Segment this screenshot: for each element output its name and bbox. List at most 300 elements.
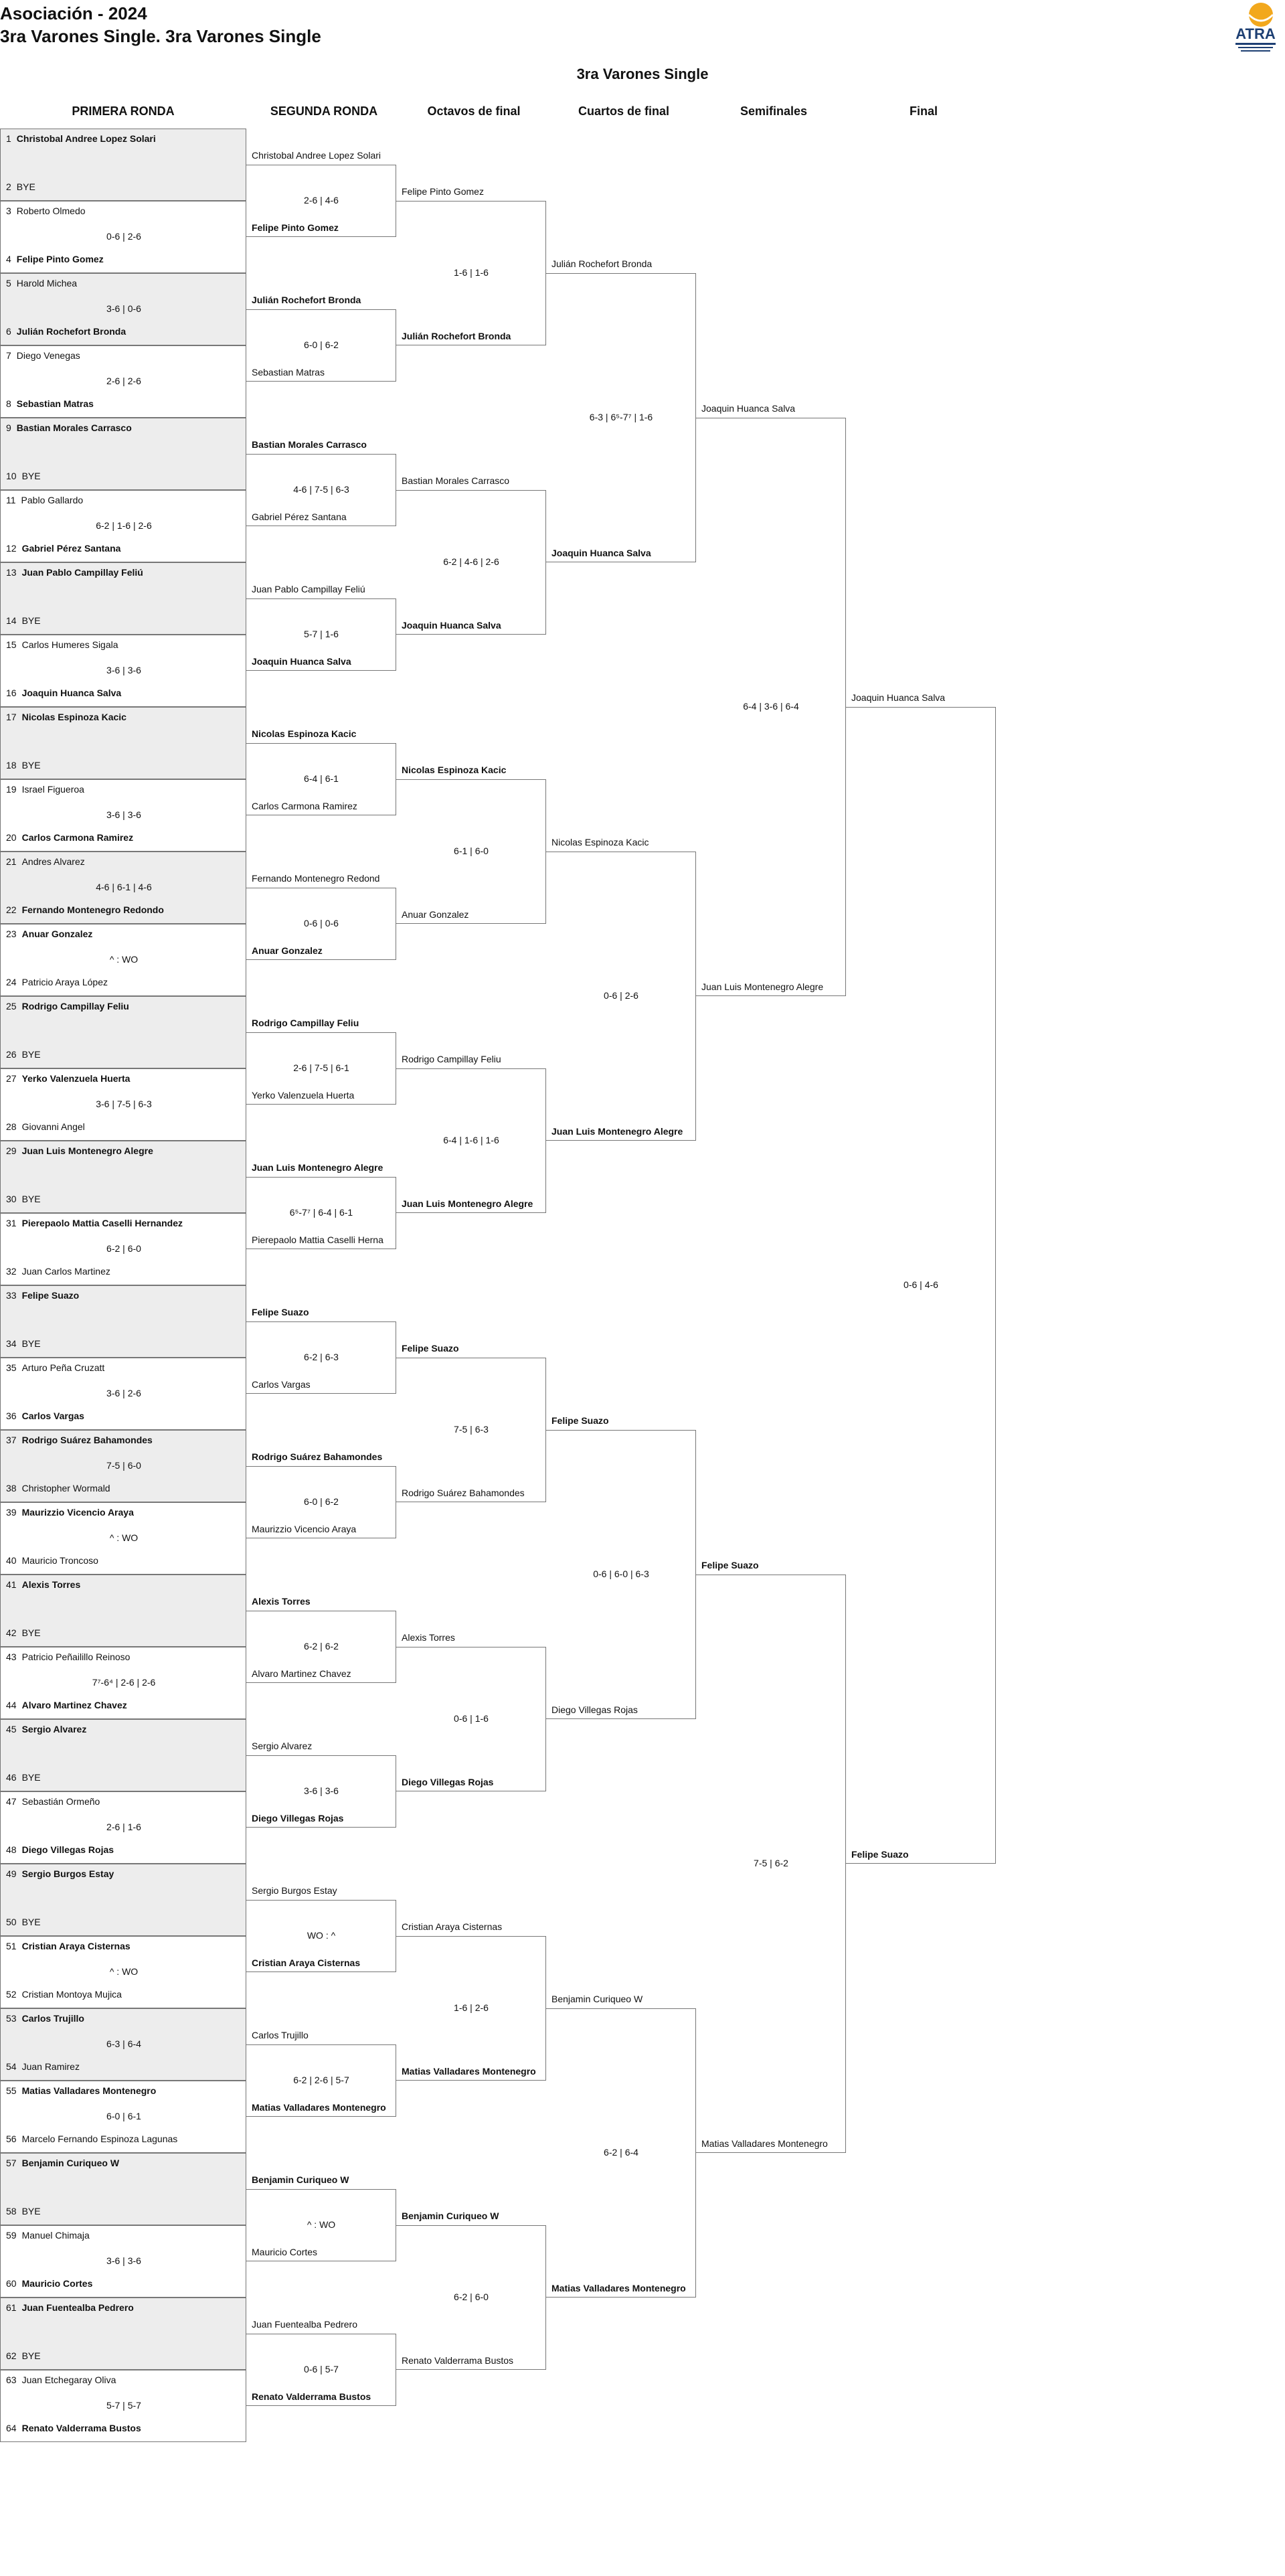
player-top[interactable] <box>6 856 244 867</box>
player-bottom[interactable] <box>6 1483 244 1494</box>
seed-number: 13 <box>6 567 17 578</box>
round5-player-bottom[interactable]: Juan Luis Montenegro Alegre <box>701 981 824 992</box>
player-name: BYE <box>21 1917 41 1927</box>
player-name: Rodrigo Campillay Feliu <box>21 1001 129 1012</box>
round4-match-score: 6-2 | 6-4 <box>604 2147 638 2158</box>
player-top[interactable] <box>6 1507 244 1518</box>
player-name: Alexis Torres <box>21 1579 81 1590</box>
round5-player-top[interactable]: Felipe Suazo <box>701 1560 759 1571</box>
seed-number: 36 <box>6 1411 17 1421</box>
player-name: Carlos Humeres Sigala <box>21 639 118 650</box>
player-name: Juan Ramirez <box>21 2061 80 2072</box>
round2-player-bottom[interactable]: Yerko Valenzuela Huerta <box>252 1090 355 1101</box>
player-name: Christopher Wormald <box>21 1483 110 1494</box>
round4-match-score: 0-6 | 2-6 <box>604 990 638 1001</box>
round2-player-top[interactable]: Bastian Morales Carrasco <box>252 439 367 450</box>
round3-match-score: 6-2 | 6-0 <box>454 2291 489 2302</box>
round2-player-top[interactable]: Nicolas Espinoza Kacic <box>252 728 357 739</box>
player-top[interactable] <box>6 1579 244 1590</box>
first-round-match <box>0 1791 246 1864</box>
round2-player-bottom[interactable]: Carlos Carmona Ramirez <box>252 801 357 811</box>
seed-number: 17 <box>6 712 17 722</box>
match-score: 3-6 | 0-6 <box>106 303 141 314</box>
seed-number: 60 <box>6 2278 17 2289</box>
round6-match-score: 0-6 | 4-6 <box>904 1279 938 1290</box>
round2-player-top[interactable]: Sergio Alvarez <box>252 1741 313 1751</box>
player-name: Anuar Gonzalez <box>21 929 93 939</box>
round4-player-top[interactable]: Felipe Suazo <box>551 1415 609 1426</box>
player-bottom[interactable] <box>6 688 244 698</box>
player-name: Renato Valderrama Bustos <box>21 2423 141 2433</box>
player-top[interactable] <box>6 1290 244 1301</box>
player-top[interactable] <box>6 1435 244 1445</box>
seed-number: 34 <box>6 1338 17 1349</box>
seed-number: 52 <box>6 1989 17 2000</box>
seed-number: 58 <box>6 2206 17 2217</box>
player-top[interactable] <box>6 2085 244 2096</box>
player-top[interactable] <box>6 1941 244 1951</box>
player-bottom[interactable] <box>6 2061 244 2072</box>
player-name: Andres Alvarez <box>21 856 85 867</box>
player-top[interactable] <box>6 350 244 361</box>
seed-number: 5 <box>6 278 11 289</box>
first-round-match <box>0 707 246 779</box>
seed-number: 32 <box>6 1266 17 1277</box>
player-name: Bastian Morales Carrasco <box>16 422 132 433</box>
first-round-match <box>0 2225 246 2298</box>
seed-number: 49 <box>6 1868 17 1879</box>
player-name: BYE <box>21 1049 41 1060</box>
round2-player-bottom[interactable]: Diego Villegas Rojas <box>252 1813 344 1824</box>
round3-player-bottom[interactable]: Julián Rochefort Bronda <box>402 331 511 341</box>
first-round-match <box>0 1502 246 1575</box>
round2-player-bottom[interactable]: Renato Valderrama Bustos <box>252 2391 371 2402</box>
seed-number: 12 <box>6 543 17 554</box>
player-top[interactable] <box>6 1652 244 1662</box>
player-name: BYE <box>21 760 41 771</box>
round3-player-top[interactable]: Benjamin Curiqueo W <box>402 2210 499 2221</box>
player-top[interactable] <box>6 1001 244 1012</box>
match-score: 6-3 | 6-4 <box>106 2038 141 2049</box>
player-top[interactable] <box>6 422 244 433</box>
round2-player-bottom[interactable]: Matias Valladares Montenegro <box>252 2102 386 2113</box>
round3-player-top[interactable]: Alexis Torres <box>402 1632 455 1643</box>
player-bottom[interactable] <box>6 760 244 771</box>
player-name: Felipe Pinto Gomez <box>16 254 104 264</box>
round2-player-top[interactable]: Fernando Montenegro Redond <box>252 873 380 884</box>
player-top[interactable] <box>6 784 244 795</box>
first-round-match <box>0 924 246 996</box>
match-score: 7⁷-6⁴ | 2-6 | 2-6 <box>92 1677 156 1688</box>
round2-player-top[interactable]: Christobal Andree Lopez Solari <box>252 150 381 161</box>
round4-match-score: 0-6 | 6-0 | 6-3 <box>593 1568 649 1579</box>
round4-player-bottom[interactable]: Joaquin Huanca Salva <box>551 548 651 558</box>
player-top[interactable] <box>6 567 244 578</box>
match-score: 2-6 | 2-6 <box>106 376 141 386</box>
seed-number: 30 <box>6 1194 17 1204</box>
round2-player-top[interactable]: Julián Rochefort Bronda <box>252 295 361 305</box>
round4-player-bottom[interactable]: Diego Villegas Rojas <box>551 1704 638 1715</box>
player-name: Diego Venegas <box>16 350 80 361</box>
seed-number: 33 <box>6 1290 17 1301</box>
seed-number: 45 <box>6 1724 17 1735</box>
seed-number: 14 <box>6 615 17 626</box>
match-score: 6-2 | 6-0 <box>106 1243 141 1254</box>
player-name: Juan Fuentealba Pedrero <box>21 2302 134 2313</box>
player-bottom[interactable] <box>6 1844 244 1855</box>
player-bottom[interactable] <box>6 326 244 337</box>
match-score: ^ : WO <box>109 1532 139 1543</box>
player-bottom[interactable] <box>6 1989 244 2000</box>
round2-player-bottom[interactable]: Cristian Araya Cisternas <box>252 1957 361 1968</box>
round2-match-score: 2-6 | 7-5 | 6-1 <box>293 1062 349 1073</box>
first-round-match <box>0 273 246 345</box>
player-top[interactable] <box>6 133 244 144</box>
player-name: BYE <box>21 615 41 626</box>
player-name: Yerko Valenzuela Huerta <box>21 1073 131 1084</box>
player-name: Cristian Montoya Mujica <box>21 1989 122 2000</box>
player-bottom[interactable] <box>6 1411 244 1421</box>
first-round-match <box>0 490 246 562</box>
round2-match-score: 6-2 | 6-3 <box>304 1352 339 1362</box>
round3-match-score: 0-6 | 1-6 <box>454 1713 489 1724</box>
round4-player-bottom[interactable]: Matias Valladares Montenegro <box>551 2283 686 2293</box>
player-name: Carlos Trujillo <box>21 2013 84 2024</box>
player-bottom[interactable] <box>6 1772 244 1783</box>
seed-number: 44 <box>6 1700 17 1710</box>
player-name: Pierepaolo Mattia Caselli Hernandez <box>21 1218 183 1228</box>
round3-player-bottom[interactable]: Renato Valderrama Bustos <box>402 2355 514 2366</box>
match-score: 2-6 | 1-6 <box>106 1822 141 1832</box>
round2-player-top[interactable]: Rodrigo Campillay Feliu <box>252 1018 359 1028</box>
round2-player-bottom[interactable]: Alvaro Martinez Chavez <box>252 1668 351 1679</box>
col-header-round1: PRIMERA RONDA <box>72 104 175 118</box>
player-name: Pablo Gallardo <box>21 495 84 505</box>
seed-number: 61 <box>6 2302 17 2313</box>
player-bottom[interactable] <box>6 904 244 915</box>
player-name: Sebastian Matras <box>16 398 94 409</box>
player-name: Matias Valladares Montenegro <box>21 2085 157 2096</box>
player-bottom[interactable] <box>6 1627 244 1638</box>
round3-player-bottom[interactable]: Diego Villegas Rojas <box>402 1777 494 1787</box>
round4-player-bottom[interactable]: Juan Luis Montenegro Alegre <box>551 1126 683 1137</box>
round3-match-score: 6-2 | 4-6 | 2-6 <box>443 556 499 567</box>
match-score: 6-2 | 1-6 | 2-6 <box>96 520 152 531</box>
round5-player-top[interactable]: Joaquin Huanca Salva <box>701 403 796 414</box>
round2-player-top[interactable]: Sergio Burgos Estay <box>252 1885 337 1896</box>
match-score: 6-0 | 6-1 <box>106 2111 141 2121</box>
player-name: Maurizzio Vicencio Araya <box>21 1507 134 1518</box>
first-round-match <box>0 635 246 707</box>
round3-player-top[interactable]: Cristian Araya Cisternas <box>402 1921 503 1932</box>
player-name: BYE <box>21 471 41 481</box>
round3-match-score: 1-6 | 2-6 <box>454 2002 489 2013</box>
seed-number: 56 <box>6 2134 17 2144</box>
seed-number: 41 <box>6 1579 17 1590</box>
player-name: Giovanni Angel <box>21 1121 85 1132</box>
page-title: Asociación - 2024 <box>0 3 147 23</box>
player-name: Fernando Montenegro Redondo <box>21 904 164 915</box>
player-bottom[interactable] <box>6 1266 244 1277</box>
seed-number: 1 <box>6 133 11 144</box>
seed-number: 18 <box>6 760 17 771</box>
seed-number: 51 <box>6 1941 17 1951</box>
round2-player-top[interactable]: Rodrigo Suárez Bahamondes <box>252 1451 383 1462</box>
seed-number: 29 <box>6 1145 17 1156</box>
player-name: Mauricio Cortes <box>21 2278 93 2289</box>
seed-number: 8 <box>6 398 11 409</box>
round5-player-bottom[interactable]: Matias Valladares Montenegro <box>701 2138 828 2149</box>
seed-number: 6 <box>6 326 11 337</box>
player-top[interactable] <box>6 929 244 939</box>
seed-number: 40 <box>6 1555 17 1566</box>
player-bottom[interactable] <box>6 832 244 843</box>
round2-player-top[interactable]: Benjamin Curiqueo W <box>252 2174 349 2185</box>
player-name: BYE <box>21 1338 41 1349</box>
round2-player-bottom[interactable]: Maurizzio Vicencio Araya <box>252 1524 357 1534</box>
round2-player-bottom[interactable]: Joaquin Huanca Salva <box>252 656 351 667</box>
player-top[interactable] <box>6 712 244 722</box>
round2-player-top[interactable]: Alexis Torres <box>252 1596 311 1607</box>
round2-match-score: 6⁵-7⁷ | 6-4 | 6-1 <box>289 1207 353 1218</box>
round6-player-bottom[interactable]: Felipe Suazo <box>851 1849 909 1860</box>
player-name: Arturo Peña Cruzatt <box>21 1362 105 1373</box>
round3-match-score: 6-1 | 6-0 <box>454 846 489 856</box>
round4-player-top[interactable]: Benjamin Curiqueo W <box>551 1994 643 2004</box>
player-top[interactable] <box>6 1145 244 1156</box>
seed-number: 55 <box>6 2085 17 2096</box>
player-bottom[interactable] <box>6 1121 244 1132</box>
player-name: Patricio Araya López <box>21 977 108 987</box>
player-bottom[interactable] <box>6 615 244 626</box>
player-top[interactable] <box>6 639 244 650</box>
seed-number: 24 <box>6 977 17 987</box>
player-bottom[interactable] <box>6 2423 244 2433</box>
player-name: Nicolas Espinoza Kacic <box>21 712 126 722</box>
round6-player-top[interactable]: Joaquin Huanca Salva <box>851 692 946 703</box>
round2-match-score: 6-0 | 6-2 <box>304 339 339 350</box>
round2-player-top[interactable]: Juan Luis Montenegro Alegre <box>252 1162 383 1173</box>
seed-number: 11 <box>6 495 16 505</box>
seed-number: 3 <box>6 206 11 216</box>
player-bottom[interactable] <box>6 398 244 409</box>
player-name: Harold Michea <box>16 278 78 289</box>
player-name: Rodrigo Suárez Bahamondes <box>21 1435 153 1445</box>
round2-match-score: 5-7 | 1-6 <box>304 629 339 639</box>
player-name: Juan Luis Montenegro Alegre <box>21 1145 153 1156</box>
round2-match-score: 0-6 | 5-7 <box>304 2364 339 2374</box>
seed-number: 42 <box>6 1627 17 1638</box>
player-top[interactable] <box>6 1868 244 1879</box>
seed-number: 37 <box>6 1435 17 1445</box>
round2-player-top[interactable]: Carlos Trujillo <box>252 2030 309 2040</box>
player-name: BYE <box>21 2206 41 2217</box>
player-name: BYE <box>21 1772 41 1783</box>
player-name: Joaquin Huanca Salva <box>21 688 122 698</box>
player-bottom[interactable] <box>6 1917 244 1927</box>
player-bottom[interactable] <box>6 1338 244 1349</box>
col-header-round3: Octavos de final <box>427 104 521 118</box>
player-name: Israel Figueroa <box>21 784 84 795</box>
player-top[interactable] <box>6 1796 244 1807</box>
first-round-match <box>0 1068 246 1141</box>
player-top[interactable] <box>6 278 244 289</box>
player-bottom[interactable] <box>6 1700 244 1710</box>
round5-match-score: 7-5 | 6-2 <box>754 1858 788 1868</box>
col-header-round5: Semifinales <box>740 104 808 118</box>
seed-number: 19 <box>6 784 17 795</box>
player-name: Mauricio Troncoso <box>21 1555 98 1566</box>
player-top[interactable] <box>6 1724 244 1735</box>
round4-match-score: 6-3 | 6⁵-7⁷ | 1-6 <box>589 412 653 422</box>
player-top[interactable] <box>6 1073 244 1084</box>
round3-player-top[interactable]: Bastian Morales Carrasco <box>402 475 510 486</box>
player-name: Gabriel Pérez Santana <box>21 543 121 554</box>
match-score: 3-6 | 3-6 <box>106 2255 141 2266</box>
round3-player-bottom[interactable]: Anuar Gonzalez <box>402 909 469 920</box>
player-bottom[interactable] <box>6 2278 244 2289</box>
round2-player-top[interactable]: Juan Pablo Campillay Feliú <box>252 584 365 594</box>
player-bottom[interactable] <box>6 181 244 192</box>
player-bottom[interactable] <box>6 471 244 481</box>
seed-number: 50 <box>6 1917 17 1927</box>
round2-match-score: ^ : WO <box>307 2219 336 2230</box>
seed-number: 25 <box>6 1001 17 1012</box>
player-bottom[interactable] <box>6 1194 244 1204</box>
seed-number: 26 <box>6 1049 17 1060</box>
match-score: 4-6 | 6-1 | 4-6 <box>96 882 152 892</box>
draw-title: 3ra Varones Single <box>576 66 709 82</box>
player-bottom[interactable] <box>6 2134 244 2144</box>
first-round-match <box>0 996 246 1068</box>
seed-number: 47 <box>6 1796 17 1807</box>
round3-player-top[interactable]: Felipe Pinto Gomez <box>402 186 484 197</box>
seed-number: 38 <box>6 1483 17 1494</box>
player-top[interactable] <box>6 2374 244 2385</box>
round2-player-bottom[interactable]: Sebastian Matras <box>252 367 325 378</box>
round2-match-score: 2-6 | 4-6 <box>304 195 339 206</box>
player-name: Sebastián Ormeño <box>21 1796 100 1807</box>
player-name: Diego Villegas Rojas <box>21 1844 114 1855</box>
seed-number: 4 <box>6 254 11 264</box>
player-bottom[interactable] <box>6 543 244 554</box>
round2-match-score: 4-6 | 7-5 | 6-3 <box>293 484 349 495</box>
player-bottom[interactable] <box>6 977 244 987</box>
logo-text: ATRA <box>1235 25 1276 42</box>
round2-player-bottom[interactable]: Carlos Vargas <box>252 1379 311 1390</box>
round2-player-bottom[interactable]: Gabriel Pérez Santana <box>252 511 347 522</box>
seed-number: 9 <box>6 422 11 433</box>
round2-player-bottom[interactable]: Mauricio Cortes <box>252 2247 318 2257</box>
seed-number: 35 <box>6 1362 17 1373</box>
seed-number: 2 <box>6 181 11 192</box>
first-round-match <box>0 1430 246 1502</box>
first-round-match <box>0 345 246 418</box>
seed-number: 62 <box>6 2350 17 2361</box>
match-score: ^ : WO <box>109 954 139 965</box>
player-top[interactable] <box>6 2013 244 2024</box>
seed-number: 48 <box>6 1844 17 1855</box>
seed-number: 46 <box>6 1772 17 1783</box>
player-name: Juan Pablo Campillay Feliú <box>21 567 143 578</box>
round3-player-bottom[interactable]: Joaquin Huanca Salva <box>402 620 501 631</box>
round3-player-bottom[interactable]: Rodrigo Suárez Bahamondes <box>402 1487 525 1498</box>
first-round-match <box>0 418 246 490</box>
round5-match-score: 6-4 | 3-6 | 6-4 <box>743 701 799 712</box>
round2-player-bottom[interactable]: Felipe Pinto Gomez <box>252 222 339 233</box>
match-score: 3-6 | 3-6 <box>106 665 141 675</box>
player-top[interactable] <box>6 495 244 505</box>
col-header-round6: Final <box>909 104 938 118</box>
player-top[interactable] <box>6 206 244 216</box>
seed-number: 31 <box>6 1218 17 1228</box>
round3-match-score: 6-4 | 1-6 | 1-6 <box>443 1135 499 1145</box>
player-top[interactable] <box>6 1362 244 1373</box>
first-round-match <box>0 2153 246 2225</box>
seed-number: 22 <box>6 904 17 915</box>
round2-player-bottom[interactable]: Pierepaolo Mattia Caselli Herna <box>252 1234 383 1245</box>
player-top[interactable] <box>6 2230 244 2241</box>
player-bottom[interactable] <box>6 254 244 264</box>
player-bottom[interactable] <box>6 1555 244 1566</box>
round2-match-score: WO : ^ <box>307 1930 336 1941</box>
player-name: Manuel Chimaja <box>21 2230 90 2241</box>
match-score: 3-6 | 2-6 <box>106 1388 141 1398</box>
round2-match-score: 6-0 | 6-2 <box>304 1496 339 1507</box>
first-round-match <box>0 1285 246 1358</box>
player-top[interactable] <box>6 2158 244 2168</box>
round2-match-score: 6-2 | 2-6 | 5-7 <box>293 2075 349 2085</box>
round2-player-bottom[interactable]: Anuar Gonzalez <box>252 945 323 956</box>
seed-number: 28 <box>6 1121 17 1132</box>
col-header-round4: Cuartos de final <box>578 104 670 118</box>
match-score: 5-7 | 5-7 <box>106 2400 141 2411</box>
round4-player-top[interactable]: Nicolas Espinoza Kacic <box>551 837 649 848</box>
seed-number: 39 <box>6 1507 17 1518</box>
seed-number: 21 <box>6 856 17 867</box>
round3-match-score: 1-6 | 1-6 <box>454 267 489 278</box>
round3-player-top[interactable]: Felipe Suazo <box>402 1343 459 1354</box>
round3-player-top[interactable]: Nicolas Espinoza Kacic <box>402 764 507 775</box>
player-name: Carlos Carmona Ramirez <box>21 832 134 843</box>
first-round-match <box>0 2008 246 2081</box>
round3-player-bottom[interactable]: Juan Luis Montenegro Alegre <box>402 1198 533 1209</box>
round2-player-top[interactable]: Felipe Suazo <box>252 1307 309 1317</box>
player-bottom[interactable] <box>6 2350 244 2361</box>
player-top[interactable] <box>6 2302 244 2313</box>
player-name: Julián Rochefort Bronda <box>16 326 126 337</box>
round2-match-score: 6-4 | 6-1 <box>304 773 339 784</box>
round2-player-top[interactable]: Juan Fuentealba Pedrero <box>252 2319 357 2330</box>
seed-number: 27 <box>6 1073 17 1084</box>
player-name: BYE <box>21 2350 41 2361</box>
player-bottom[interactable] <box>6 2206 244 2217</box>
round3-match-score: 7-5 | 6-3 <box>454 1424 489 1435</box>
seed-number: 23 <box>6 929 17 939</box>
first-round-match <box>0 129 246 201</box>
player-name: BYE <box>21 1627 41 1638</box>
player-bottom[interactable] <box>6 1049 244 1060</box>
match-score: 3-6 | 3-6 <box>106 809 141 820</box>
first-round-match <box>0 1936 246 2008</box>
round3-player-top[interactable]: Rodrigo Campillay Feliu <box>402 1054 501 1064</box>
seed-number: 43 <box>6 1652 17 1662</box>
round3-player-bottom[interactable]: Matias Valladares Montenegro <box>402 2066 536 2077</box>
player-top[interactable] <box>6 1218 244 1228</box>
round4-player-top[interactable]: Julián Rochefort Bronda <box>551 258 653 269</box>
seed-number: 15 <box>6 639 17 650</box>
first-round-match <box>0 1358 246 1430</box>
